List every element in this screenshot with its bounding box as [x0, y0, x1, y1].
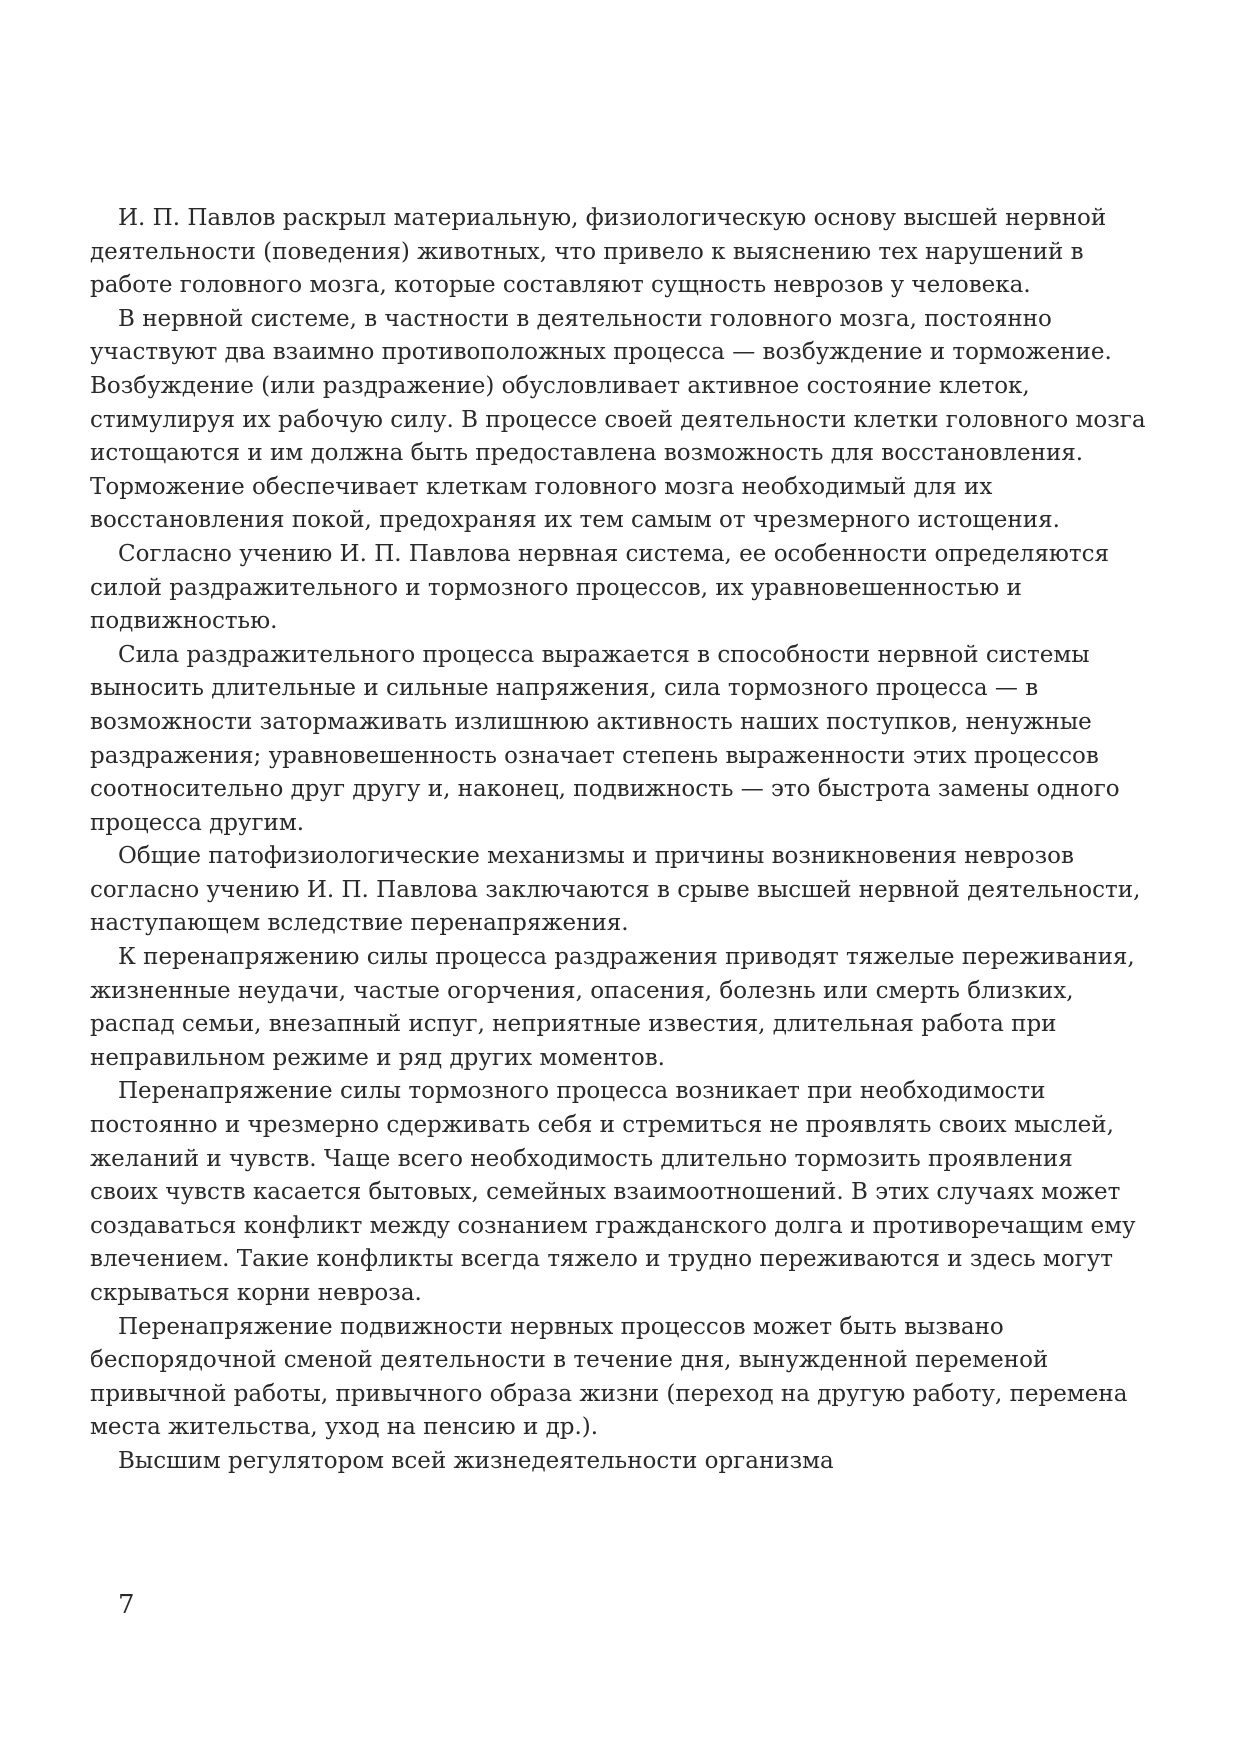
paragraph-7: Перенапряжение силы тормозного процесса возникает при необходимости постоянно и чрезмерно сдерживать себя и стремиться не проявлять своих мыслей, желаний и чувств. Чаще всего необходимость длительно тормозить проявления своих чувств касается бытовых, семейных взаимоотношений. В этих случаях может создаваться конфликт между сознанием гражданского долга и противоречащим ему влечением. Такие конфликты всегда тяжело и трудно переживаются и здесь могут скрываться корни невроза. — [90, 1078, 1136, 1306]
page-number: 7 — [118, 1590, 135, 1620]
paragraph-6: К перенапряжению силы процесса раздражения приводят тяжелые переживания, жизненные неудачи, частые огорчения, опасения, болезнь или смерть близких, распад семьи, внезапный испуг, неприятные известия, длительная работа при неправильном режиме и ряд других моментов. — [90, 944, 1135, 1071]
paragraph-2: В нервной системе, в частности в деятельности головного мозга, постоянно участвуют два взаимно противоположных процесса — возбуждение и торможение. Возбуждение (или раздражение) обусловливает активное состояние клеток, стимулируя их рабочую силу. В процессе своей деятельности клетки головного мозга истощаются и им должна быть предоставлена возможность для восстановления. Торможение обеспечивает клеткам головного мозга необходимый для их восстановления покой, предохраняя их тем самым от чрезмерного истощения. — [90, 305, 1146, 534]
paragraph-8: Перенапряжение подвижности нервных процессов может быть вызвано беспорядочной сменой деятельности в течение дня, вынужденной переменой привычной работы, привычного образа жизни (переход на другую работу, перемена места жительства, уход на пенсию и др.). — [90, 1313, 1128, 1441]
paragraph-5: Общие патофизиологические механизмы и причины возникновения неврозов согласно учению И. П. Павлова заключаются в срыве высшей нервной деятельности, наступающем вследствие перенапряжения. — [90, 843, 1141, 937]
body-text — [90, 202, 1148, 1479]
paragraph-4: Сила раздражительного процесса выражается в способности нервной системы выносить длительные и сильные напряжения, сила тормозного процесса — в возможности затормаживать излишнюю активность наших поступков, ненужные раздражения; уравновешенность означает степень выраженности этих процессов соотносительно друг другу и, наконец, подвижность — это быстрота замены одного процесса другим. — [90, 641, 1120, 836]
paragraph-3: Согласно учению И. П. Павлова нервная система, ее особенности определяются силой раздражительного и тормозного процессов, их уравновешенностью и подвижностью. — [90, 540, 1110, 635]
paragraph-1: И. П. Павлов раскрыл материальную, физиологическую основу высшей нервной деятельности (поведения) животных, что привело к выяснению тех нарушений в работе головного мозга, которые составляют сущность неврозов у человека. — [90, 205, 1107, 299]
paragraph-9: Высшим регулятором всей жизнедеятельности организма — [118, 1447, 834, 1474]
